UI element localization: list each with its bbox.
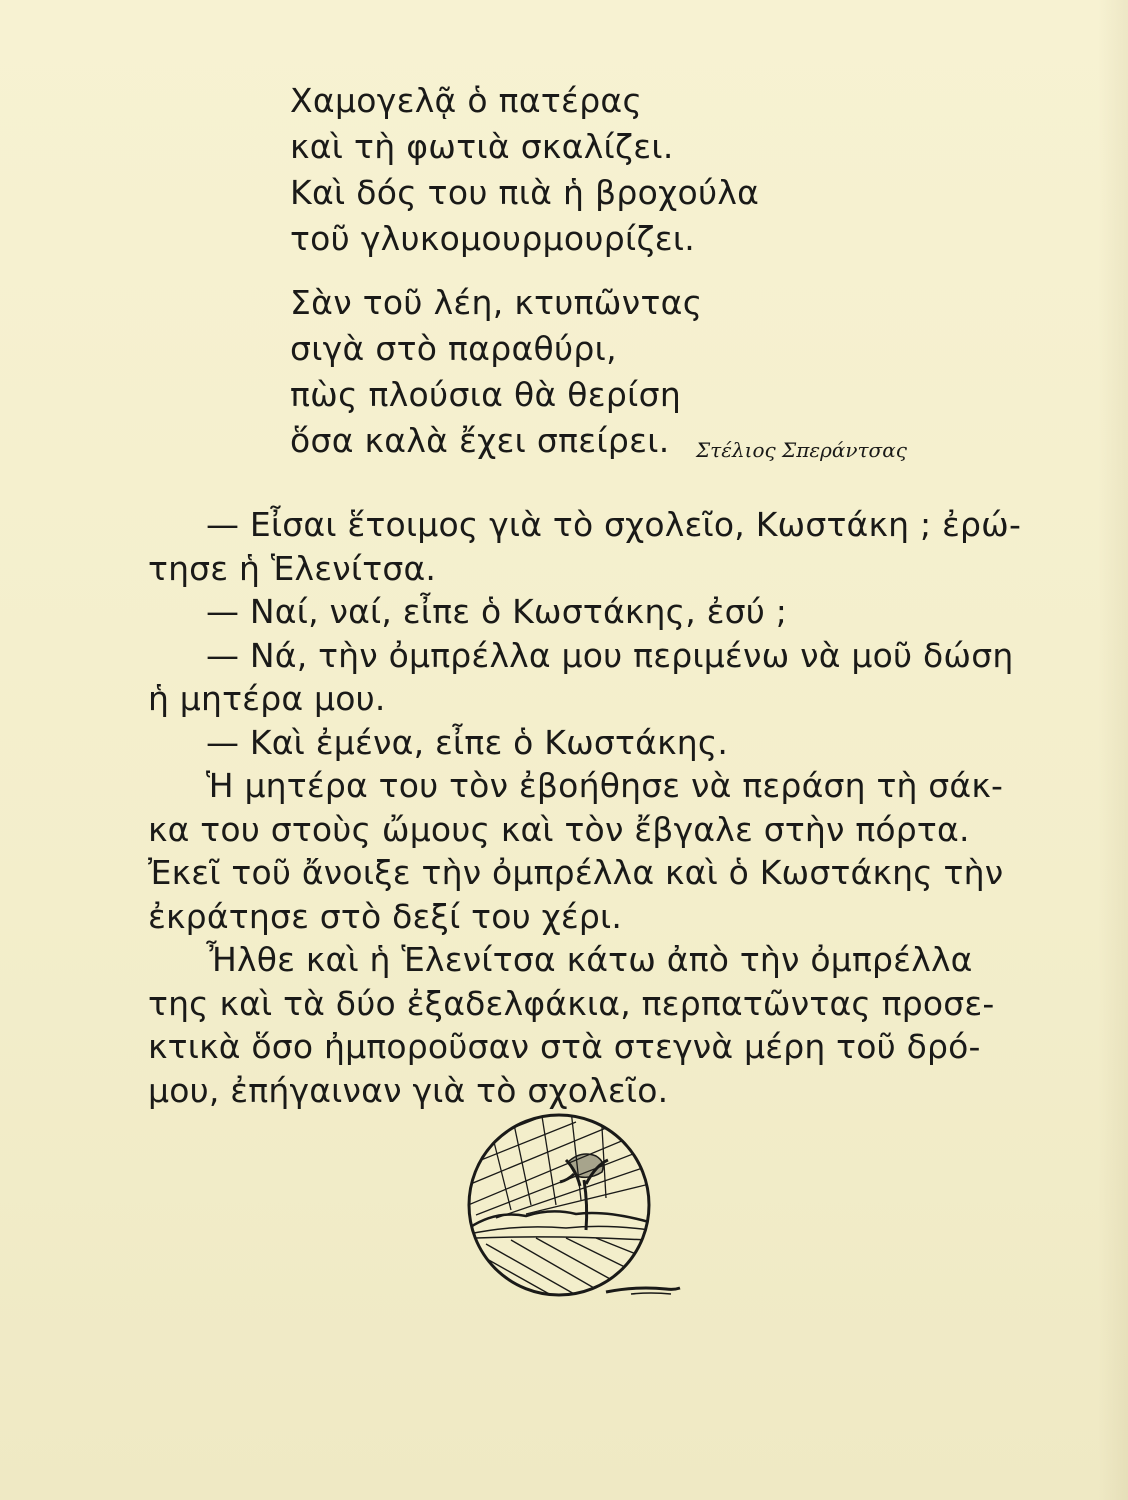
page-edge-shadow (1098, 0, 1128, 1500)
prose-line: μου, ἐπήγαιναν γιὰ τὸ σχολεῖο. (148, 1070, 669, 1110)
prose-line: — Εἶσαι ἕτοιμος γιὰ τὸ σχολεῖο, Κωστάκη ; ἐρώ- (206, 505, 1022, 544)
poem-author: Στέλιος Σπεράντσας (696, 438, 907, 462)
prose-line: της καὶ τὰ δύο ἐξαδελφάκια, περπατῶντας προσε- (148, 983, 995, 1023)
prose-line: ἐκράτησε στὸ δεξί του χέρι. (148, 896, 623, 936)
verse-line: καὶ τὴ φωτιὰ σκαλίζει. (290, 127, 674, 166)
prose-line: κτικὰ ὅσο ἠμποροῦσαν στὰ στεγνὰ μέρη τοῦ δρό- (148, 1027, 981, 1066)
verse-line: πὼς πλούσια θὰ θερίση (290, 375, 682, 414)
verse-line: Σὰν τοῦ λέη, κτυπῶντας (290, 283, 703, 322)
prose-line: Ἡ μητέρα του τὸν ἐβοήθησε νὰ περάση τὴ σάκ- (206, 766, 1004, 805)
prose-line: Ἐκεῖ τοῦ ἄνοιξε τὴν ὀμπρέλλα καὶ ὁ Κωστάκης τὴν (148, 853, 1004, 892)
poem-stanza-1 (290, 78, 910, 262)
verse-line: τοῦ γλυκομουρμουρίζει. (290, 219, 696, 258)
prose-text (148, 503, 1022, 1112)
prose-line: Ἦλθε καὶ ἡ Ἑλενίτσα κάτω ἀπὸ τὴν ὀμπρέλλα (206, 940, 973, 979)
verse-line: ὅσα καλὰ ἔχει σπείρει. (290, 421, 670, 460)
prose-line: — Ναί, ναί, εἶπε ὁ Κωστάκης, ἐσύ ; (206, 592, 788, 631)
prose-line: — Καὶ ἐμένα, εἶπε ὁ Κωστάκης. (206, 722, 729, 762)
prose-line: ἡ μητέρα μου. (148, 679, 386, 718)
verse-line: Χαμογελᾷ ὁ πατέρας (290, 81, 643, 120)
poem-stanza-2 (290, 280, 910, 464)
prose-line: — Νά, τὴν ὀμπρέλλα μου περιμένω νὰ μοῦ δώση (206, 635, 1014, 675)
rain-landscape-vignette (456, 1110, 682, 1310)
prose-line: κα του στοὺς ὤμους καὶ τὸν ἔβγαλε στὴν πόρτα. (148, 809, 970, 849)
verse-line: Καὶ δός του πιὰ ἡ βροχούλα (290, 173, 760, 212)
poem (290, 78, 910, 482)
prose-line: τησε ἡ Ἑλενίτσα. (148, 548, 437, 588)
verse-line: σιγὰ στὸ παραθύρι, (290, 329, 617, 368)
